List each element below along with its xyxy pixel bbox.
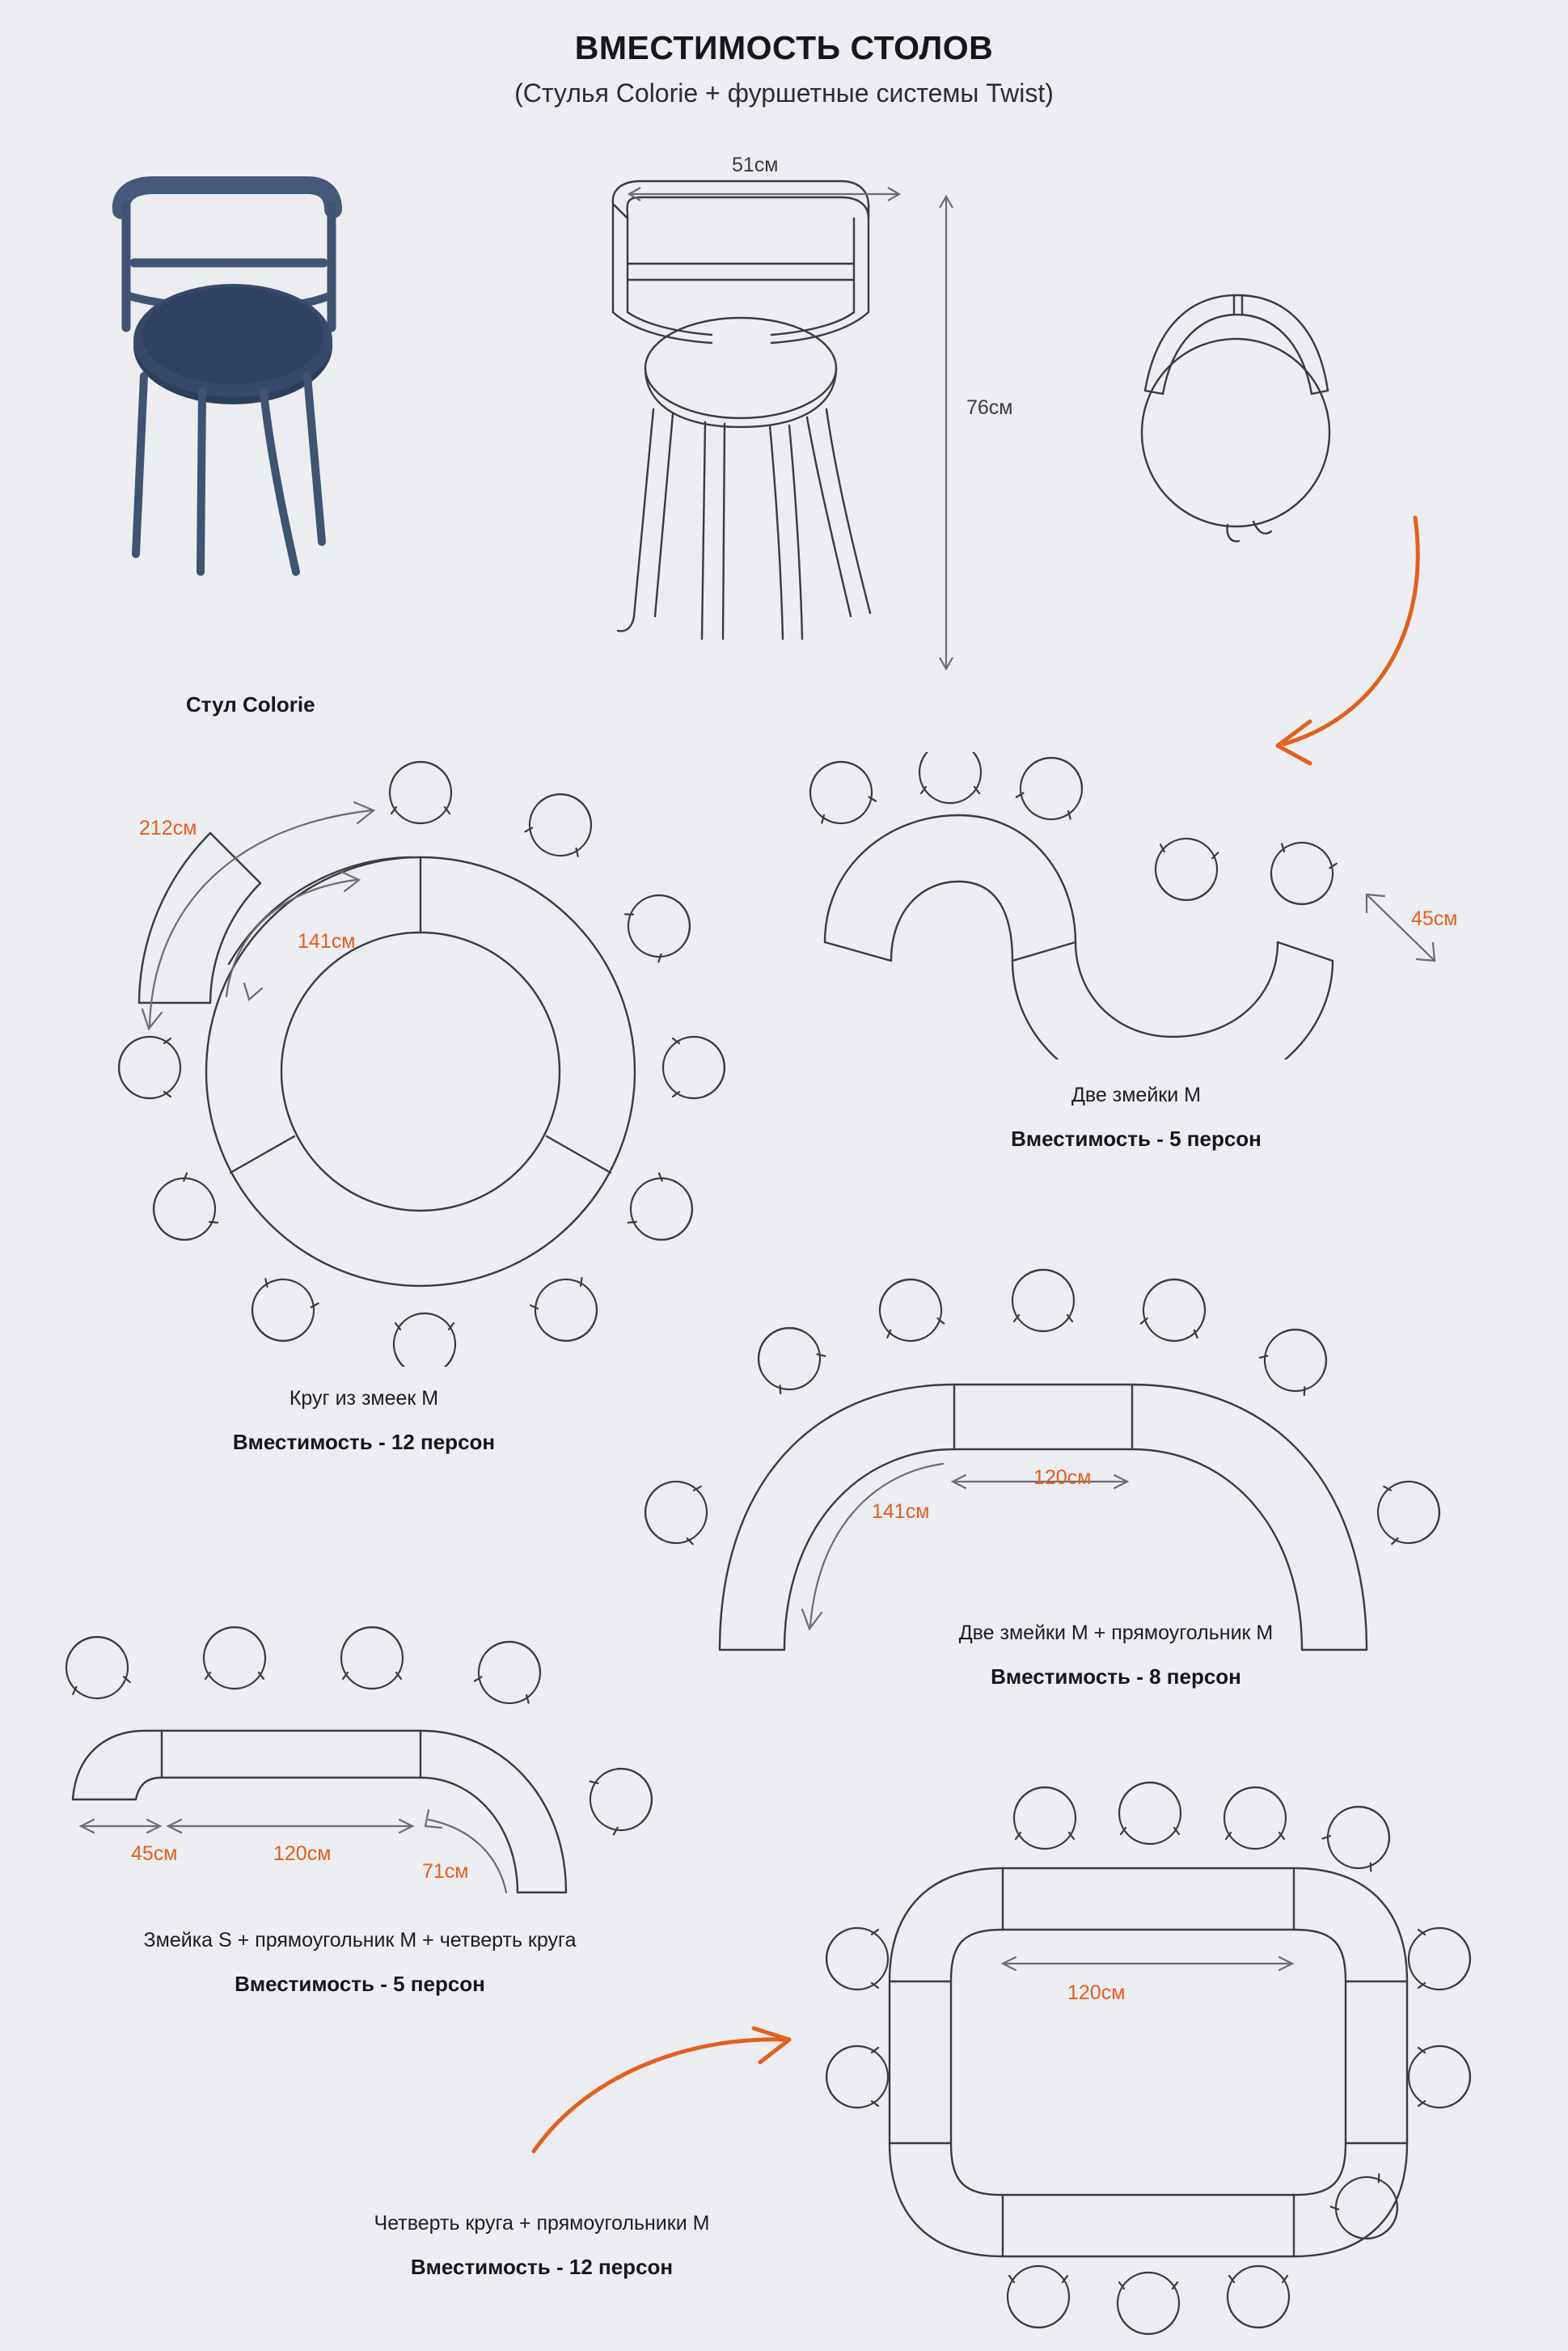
two-snakes-m-dim-45: 45см bbox=[1411, 907, 1458, 930]
config-circle-m-capacity: Вместимость - 12 персон bbox=[232, 1429, 496, 1454]
config-quarter-rects-capacity: Вместимость - 12 персон bbox=[410, 2254, 674, 2279]
config-two-snakes-rect-capacity: Вместимость - 8 персон bbox=[991, 1664, 1241, 1689]
page-subtitle: (Стулья Colorie + фуршетные системы Twist) bbox=[514, 78, 1054, 108]
snake-s-dim-120: 120см bbox=[273, 1842, 332, 1865]
chair-photo bbox=[105, 174, 445, 659]
page-title: ВМЕСТИМОСТЬ СТОЛОВ bbox=[574, 29, 994, 66]
chair-width-dimension-arrow bbox=[623, 182, 906, 206]
config-quarter-rects-caption bbox=[186, 2208, 898, 2283]
config-circle-m-name: Круг из змеек М bbox=[289, 1387, 439, 1410]
config-two-snakes-m-name: Две змейки М bbox=[1071, 1084, 1201, 1106]
snake-s-dim-71: 71см bbox=[422, 1860, 469, 1883]
chair-technical-drawing bbox=[598, 170, 938, 671]
quarter-rects-dim-120: 120см bbox=[1067, 1981, 1126, 2004]
chair-photo-label: Стул Colorie bbox=[186, 692, 315, 717]
two-snakes-rect-dim-141: 141см bbox=[872, 1500, 930, 1523]
config-snake-s-rect-quarter-capacity: Вместимость - 5 персон bbox=[235, 1971, 485, 1996]
config-circle-m-caption bbox=[121, 1383, 606, 1458]
header bbox=[0, 29, 1568, 108]
config-two-snakes-m-capacity: Вместимость - 5 персон bbox=[1011, 1126, 1262, 1151]
orange-arrow-bottom bbox=[518, 2022, 809, 2167]
config-two-snakes-rect-caption bbox=[752, 1617, 1480, 1693]
config-two-snakes-rect-name: Две змейки М + прямоугольник М bbox=[958, 1622, 1274, 1644]
chair-width-dimension-label: 51см bbox=[732, 154, 779, 176]
chair-height-dimension-label: 76см bbox=[966, 396, 1013, 419]
circle-m-dim-141: 141см bbox=[298, 930, 356, 953]
config-quarter-rects-diagram bbox=[801, 1779, 1528, 2345]
circle-m-dim-212: 212см bbox=[139, 817, 197, 839]
two-snakes-rect-dim-120: 120см bbox=[1033, 1466, 1092, 1489]
config-snake-s-rect-quarter-caption bbox=[8, 1925, 712, 2000]
config-two-snakes-m-caption bbox=[845, 1080, 1427, 1155]
chair-height-dimension-arrow bbox=[934, 190, 958, 675]
config-snake-s-rect-quarter-name: Змейка S + прямоугольник М + четверть круга bbox=[143, 1929, 577, 1951]
config-snake-s-rect-quarter-diagram bbox=[49, 1626, 728, 1917]
orange-arrow-top bbox=[1197, 510, 1431, 784]
config-quarter-rects-name: Четверть круга + прямоугольники М bbox=[374, 2212, 710, 2235]
snake-s-dim-45: 45см bbox=[131, 1842, 178, 1865]
